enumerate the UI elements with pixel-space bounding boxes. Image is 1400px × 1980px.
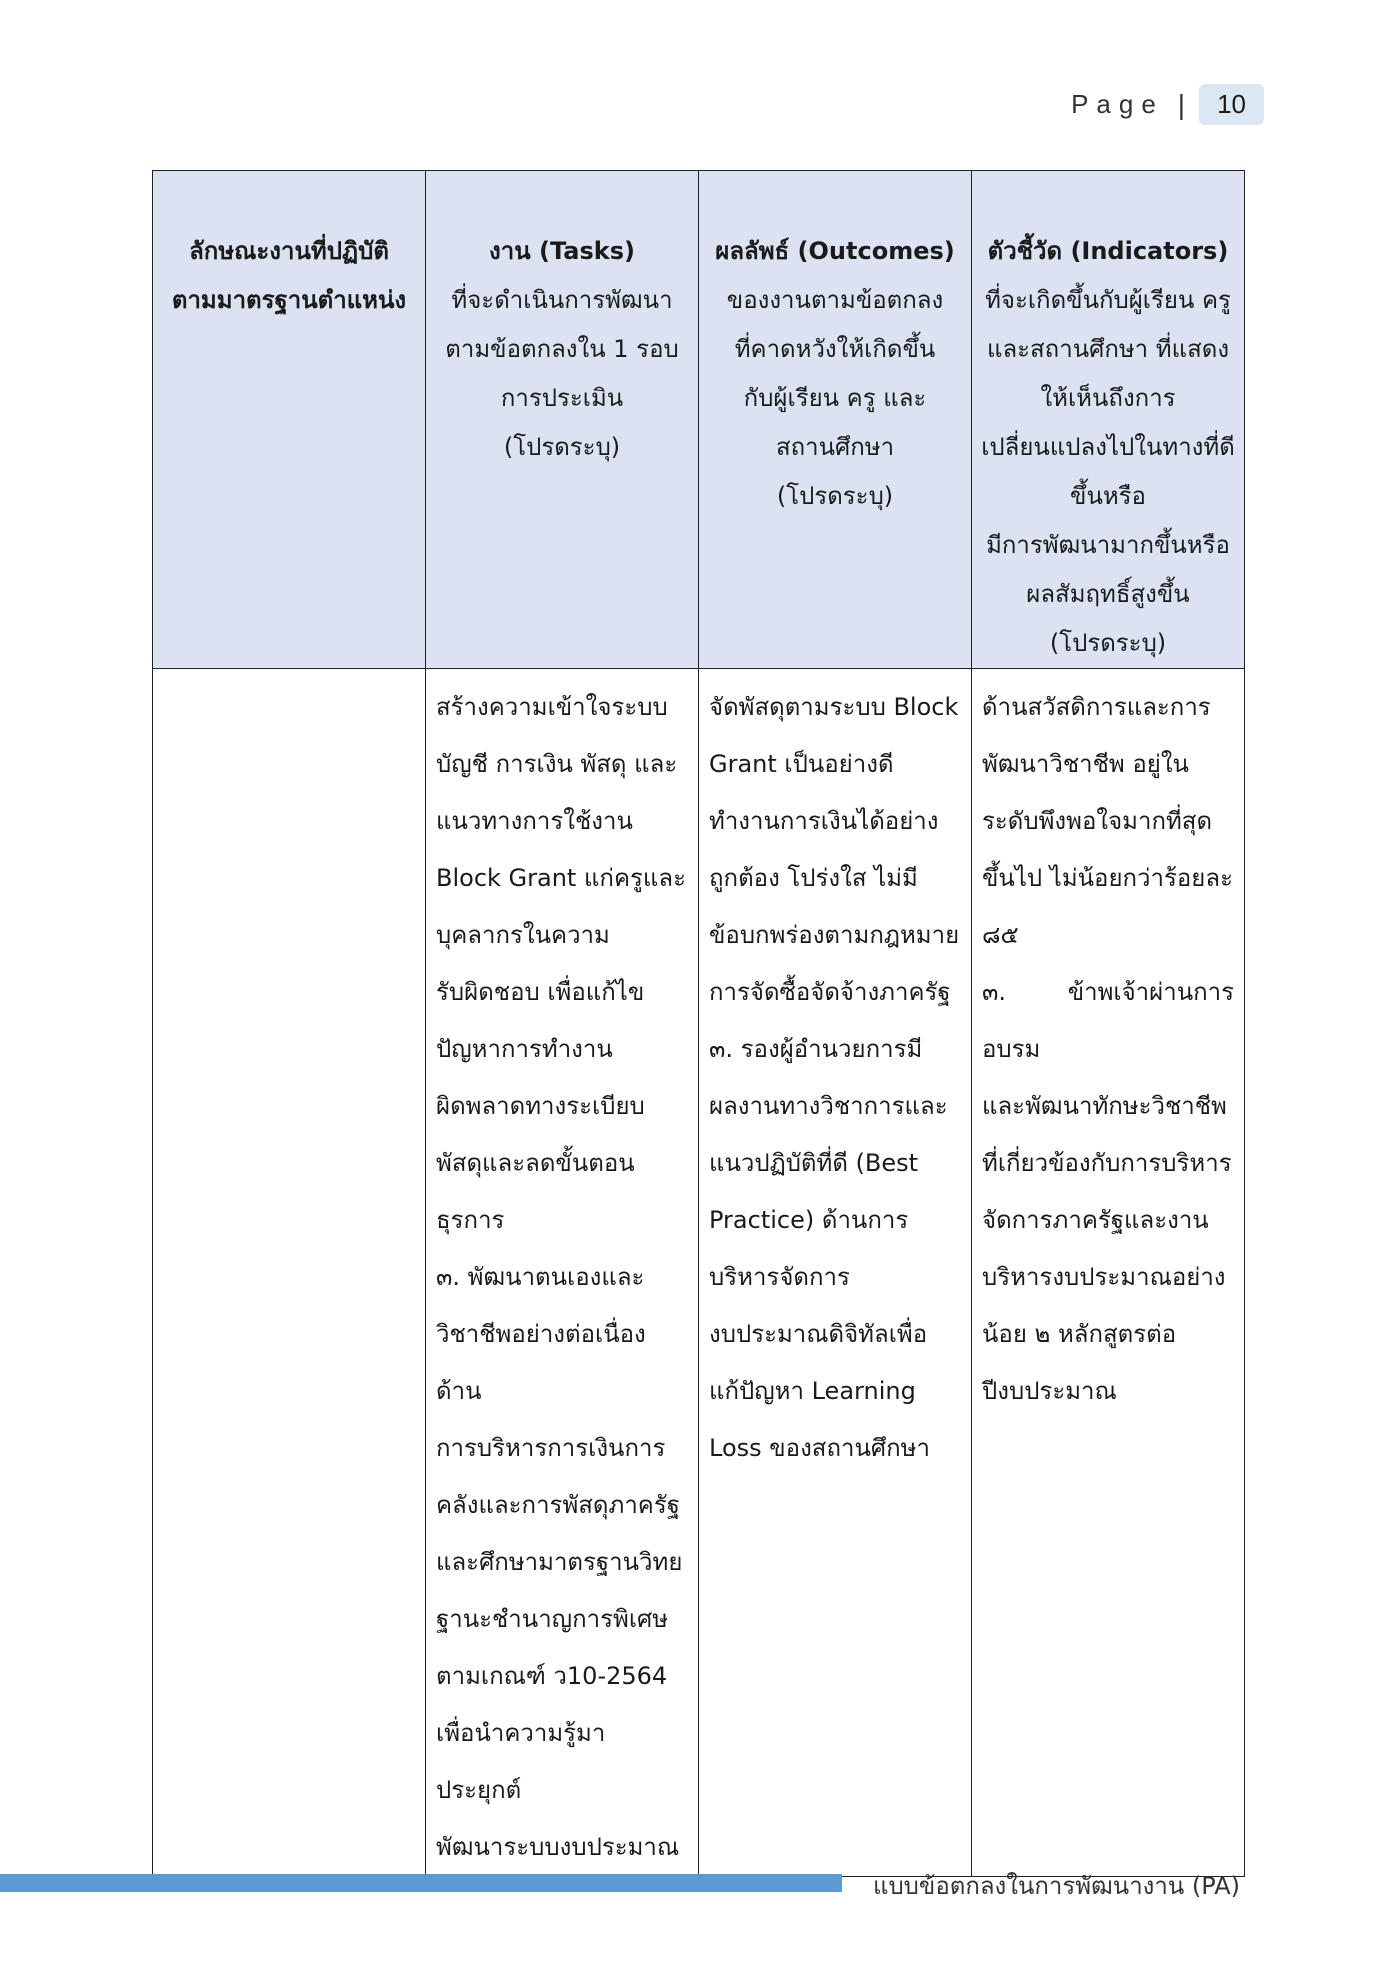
header-standard-title: ลักษณะงานที่ปฏิบัติ ตามมาตรฐานตำแหน่ง — [171, 237, 407, 314]
cell-standard — [153, 669, 426, 1877]
pa-agreement-table — [152, 170, 1245, 1877]
header-outcomes-title: ผลลัพธ์ (Outcomes) — [715, 237, 955, 265]
page-label: Page — [1071, 89, 1164, 119]
header-indicators-description: ที่จะเกิดขึ้นกับผู้เรียน ครู และสถานศึกษา ที่แสดง ให้เห็นถึงการ เปลี่ยนแปลงไปในทางที่ดี ขึ้นหรือ มีการพัฒนามากขึ้นหรือ ผลสัมฤทธิ์สูงขึ้น (โปรดระบุ) — [981, 286, 1235, 657]
header-tasks-title: งาน (Tasks) — [489, 237, 635, 265]
page-separator: | — [1177, 88, 1186, 120]
header-tasks — [426, 171, 699, 669]
cell-outcomes: จัดพัสดุตามระบบ Block Grant เป็นอย่างดี ทำงานการเงินได้อย่าง ถูกต้อง โปร่งใส ไม่มี ข้อบกพร่องตามกฎหมาย การจัดซื้อจัดจ้างภาครัฐ ๓. รองผู้อำนวยการมี ผลงานทางวิชาการและ แนวปฏิบัติที่ดี (Best Practice) ด้านการ บริหารจัดการ งบประมาณดิจิทัลเพื่อ แก้ปัญหา Learning Loss ของสถานศึกษา — [699, 669, 972, 1877]
header-indicators — [972, 171, 1245, 669]
header-standard — [153, 171, 426, 669]
header-indicators-title: ตัวชี้วัด (Indicators) — [987, 237, 1229, 265]
footer-title: แบบข้อตกลงในการพัฒนางาน (PA) — [872, 1872, 1240, 1900]
table-row — [153, 669, 1245, 1877]
page-header — [1071, 84, 1264, 125]
cell-tasks: สร้างความเข้าใจระบบ บัญชี การเงิน พัสดุ และ แนวทางการใช้งาน Block Grant แก่ครูและ บุคลากรในความ รับผิดชอบ เพื่อแก้ไข ปัญหาการทำงาน ผิดพลาดทางระเบียบ พัสดุและลดขั้นตอน ธุรการ ๓. พัฒนาตนเองและ วิชาชีพอย่างต่อเนื่องด้าน การบริหารการเงินการ คลังและการพัสดุภาครัฐ และศึกษามาตรฐานวิทย ฐานะชำนาญการพิเศษ ตามเกณฑ์ ว10-2564 เพื่อนำความรู้มาประยุกต์ พัฒนาระบบงบประมาณ — [426, 669, 699, 1877]
table-header-row — [153, 171, 1245, 669]
footer-accent-bar — [0, 1874, 842, 1892]
header-outcomes-description: ของงานตามข้อตกลง ที่คาดหวังให้เกิดขึ้น กับผู้เรียน ครู และ สถานศึกษา (โปรดระบุ) — [726, 286, 944, 510]
cell-indicators: ด้านสวัสดิการและการ พัฒนาวิชาชีพ อยู่ใน ระดับพึงพอใจมากที่สุด ขึ้นไป ไม่น้อยกว่าร้อยละ ๘๕ ๓. ข้าพเจ้าผ่านการอบรม และพัฒนาทักษะวิชาชีพ ที่เกี่ยวข้องกับการบริหาร จัดการภาครัฐและงาน บริหารงบประมาณอย่าง น้อย ๒ หลักสูตรต่อ ปีงบประมาณ — [972, 669, 1245, 1877]
header-tasks-description: ที่จะดำเนินการพัฒนา ตามข้อตกลงใน 1 รอบ การประเมิน (โปรดระบุ) — [445, 286, 679, 461]
header-outcomes — [699, 171, 972, 669]
page-number: 10 — [1199, 84, 1264, 125]
